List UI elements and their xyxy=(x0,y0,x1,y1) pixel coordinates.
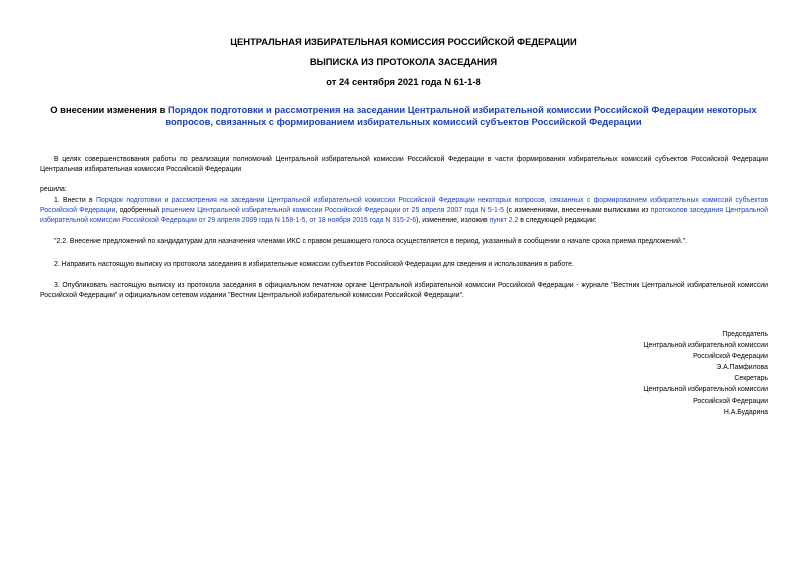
item-1-text: , xyxy=(305,217,310,225)
chair-title: Председатель xyxy=(722,331,768,338)
clause-2-2-quote: "2.2. Внесение предложений по кандидатурам для назначения членами ИКС с правом решающего голоса осуществляется в период, указанный в сообщении о начале срока приема предложений.". xyxy=(54,238,688,245)
document-type: ВЫПИСКА ИЗ ПРОТОКОЛА ЗАСЕДАНИЯ xyxy=(309,56,498,67)
secretary-name: Н.А.Бударина xyxy=(723,408,768,416)
subject-procedure-link[interactable]: Порядок подготовки и рассмотрения на заседании Центральной избирательной комиссии Российской Федерации некоторых вопросов, связанных с формированием избирательных комиссий субъектов Российской Федерации xyxy=(165,104,757,127)
item-1-text: , одобренный xyxy=(115,207,162,215)
item-3-paragraph: 3. Опубликовать настоящую выписку из протокола заседания в официальном печатном органе Центральной избирательной комиссии Российской Федерации - журнале "Вестник Центральной избирательной комиссии Российской Федерации" и официальном сетевом издании "Вестник Центральной избирательной комиссии Российской Федерации". xyxy=(40,282,768,300)
item-1-paragraph xyxy=(40,196,768,227)
secretary-org-line-1: Центральной избирательной комиссии xyxy=(643,386,768,394)
protocol-2015-link[interactable]: от 18 ноября 2015 года N 315-2-6 xyxy=(309,217,417,225)
item-1-text: в следующей редакции: xyxy=(518,217,597,225)
secretary-title: Секретарь xyxy=(734,375,768,383)
secretary-org-line-2: Российской Федерации xyxy=(693,397,768,405)
signature-block xyxy=(643,329,768,418)
procedure-link[interactable]: Порядок подготовки и рассмотрения на заседании Центральной избирательной комиссии Российской Федерации некоторых вопросов, связанных с формированием избирательных комиссий субъектов Российской Федерации xyxy=(40,197,768,215)
preamble-paragraph: В целях совершенствования работы по реализации полномочий Центральной избирательной комиссии Российской Федерации в части формирования избирательных комиссий субъектов Российской Федерации Центральная избирательная комиссия Российской Федерации xyxy=(40,156,768,174)
subject-prefix: О внесении изменения в xyxy=(50,104,168,115)
decision-2007-link[interactable]: решением Центральной избирательной комиссии Российской Федерации от 25 апреля 2007 года N 5-1-5 xyxy=(161,207,505,215)
item-1-text: (с изменениями, внесенными выписками из xyxy=(504,207,651,215)
chair-org-line-2: Российской Федерации xyxy=(693,353,768,361)
chair-org-line-1: Центральной избирательной комиссии xyxy=(643,342,768,350)
document-subject xyxy=(30,104,777,127)
protocols-2009-link[interactable]: протоколов заседания Центральной избирательной комиссии Российской Федерации от 29 апреля 2009 года N 158-1-5 xyxy=(40,207,768,225)
item-1-text: ), изменение, изложив xyxy=(416,217,490,225)
item-1-prefix: 1. Внести в xyxy=(54,197,96,204)
resolved-label: решила: xyxy=(40,186,67,193)
clause-2-2-link[interactable]: пункт 2.2 xyxy=(489,217,519,225)
document-date-number: от 24 сентября 2021 года N 61-1-8 xyxy=(326,76,481,87)
issuing-organization: ЦЕНТРАЛЬНАЯ ИЗБИРАТЕЛЬНАЯ КОМИССИЯ РОССИЙСКОЙ ФЕДЕРАЦИИ xyxy=(230,36,577,47)
item-2-paragraph: 2. Направить настоящую выписку из протокола заседания в избирательные комиссии субъектов Российской Федерации для сведения и использования в работе. xyxy=(54,261,574,268)
chair-name: Э.А.Памфилова xyxy=(716,364,768,372)
